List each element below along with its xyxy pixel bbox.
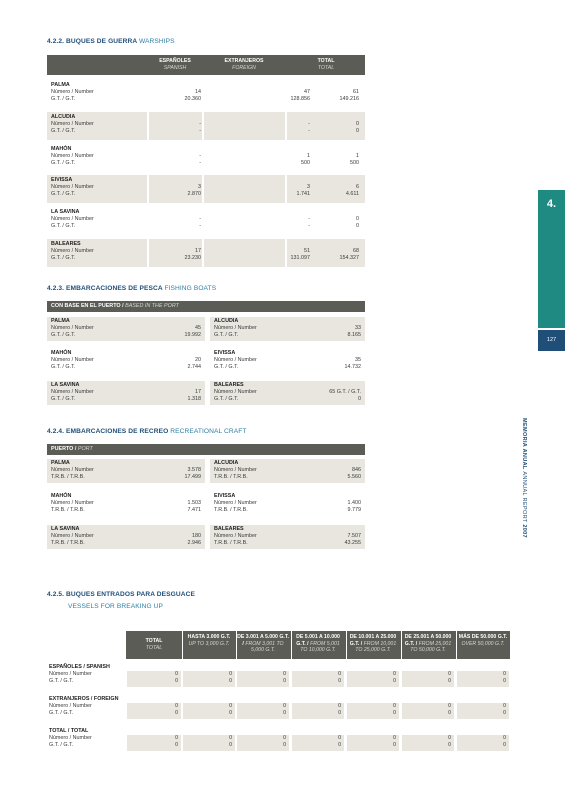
cell-number: 0	[283, 671, 286, 677]
cell-gt: 19.992	[184, 332, 201, 338]
cell-gt: 14.732	[344, 364, 361, 370]
row-label-number: Número / Number	[51, 533, 94, 539]
chapter-number: 4.	[546, 198, 557, 210]
cell-gt: 0	[175, 710, 178, 716]
cell-gt: 0	[393, 678, 396, 684]
cell-number: 0	[283, 735, 286, 741]
breaking-header-cell: TOTAL TOTAL	[145, 638, 163, 651]
row-label-gt: G.T. / G.T.	[51, 332, 76, 338]
cell-gt: 20.360	[184, 96, 201, 102]
row-label-gt: G.T. / G.T.	[214, 332, 239, 338]
chapter-tab	[538, 190, 565, 328]
cell-gt: 23.230	[184, 255, 201, 261]
row-label-number: Número / Number	[51, 467, 94, 473]
cell-name: BALEARES	[214, 382, 244, 388]
row-label-gt: T.R.B. / T.R.B.	[214, 540, 248, 546]
cell-number: -	[308, 120, 310, 127]
cell-gt: 0	[503, 678, 506, 684]
cell-gt: 0	[175, 742, 178, 748]
row-label-number: Número / Number	[51, 500, 94, 506]
cell-gt: 0	[448, 742, 451, 748]
header-spanish: ESPAÑOLES SPANISH	[159, 58, 191, 71]
table-row-name: PALMA	[51, 82, 70, 88]
row-label-gt: G.T. / G.T.	[49, 742, 74, 748]
cell-name: EIVISSA	[214, 350, 236, 356]
cell-number: 0	[229, 671, 232, 677]
header-divider	[182, 631, 183, 659]
cell-gt: 0	[229, 678, 232, 684]
row-divider	[202, 175, 204, 203]
cell-number: 35	[355, 357, 361, 363]
row-label-gt: G.T. / G.T.	[51, 127, 76, 134]
header-foreign: EXTRANJEROS FOREIGN	[224, 58, 264, 71]
cell-number: 1.503	[187, 500, 201, 506]
breaking-header-cell: DE 10.001 A 25.000 G.T. / FROM 10,001 TO 25,000 G.T.	[349, 634, 397, 654]
cell-number: -	[308, 216, 310, 223]
cell-number: 45	[195, 325, 201, 331]
cell-gt: 131.097	[290, 255, 310, 261]
cell-gt: 154.327	[339, 255, 359, 261]
row-label-gt: G.T. / G.T.	[51, 159, 76, 166]
row-label-gt: G.T. / G.T.	[214, 396, 239, 402]
cell-gt: 0	[393, 710, 396, 716]
cell-gt: 0	[338, 678, 341, 684]
cell-gt: -	[308, 223, 310, 230]
row-label-gt: T.R.B. / T.R.B.	[51, 507, 85, 513]
cell-gt: 0	[356, 223, 359, 230]
cell-name: EIVISSA	[214, 493, 236, 499]
cell-number: 3.578	[187, 467, 201, 473]
row-label-gt: G.T. / G.T.	[51, 223, 76, 230]
cell-gt: 5.560	[347, 474, 361, 480]
row-label-number: Número / Number	[51, 184, 94, 191]
cell-gt: 0	[175, 678, 178, 684]
header-divider	[346, 631, 347, 659]
cell-number: -	[199, 152, 201, 159]
cell-number: 6	[356, 184, 359, 191]
cell-gt: 0	[503, 710, 506, 716]
cell-gt: 0	[358, 396, 361, 402]
cell-number: 33	[355, 325, 361, 331]
cell-gt: 9.779	[347, 507, 361, 513]
breaking-header	[126, 631, 510, 659]
row-label-number: Número / Number	[214, 533, 257, 539]
cell-gt: 0	[229, 742, 232, 748]
cell-number: 0	[338, 703, 341, 709]
cell-number: 0	[175, 671, 178, 677]
row-label-number: Número / Number	[49, 735, 92, 741]
cell-number: 0	[229, 735, 232, 741]
cell-number: 0	[448, 703, 451, 709]
cell-number: 0	[393, 735, 396, 741]
table-row-name: EIVISSA	[51, 177, 73, 184]
breaking-header-cell: HASTA 3.000 G.T. UP TO 3,000 G.T.	[187, 634, 231, 647]
breaking-title-en: VESSELS FOR BREAKING UP	[68, 603, 164, 610]
header-divider	[401, 631, 402, 659]
cell-number: 0	[175, 735, 178, 741]
row-label-gt: G.T. / G.T.	[51, 396, 76, 402]
row-label-gt: G.T. / G.T.	[214, 364, 239, 370]
cell-number: 0	[283, 703, 286, 709]
cell-gt: 149.216	[339, 96, 359, 102]
cell-gt: 7.471	[187, 507, 201, 513]
row-label-number: Número / Number	[51, 152, 94, 159]
cell-gt: 0	[503, 742, 506, 748]
cell-gt: 4.611	[345, 191, 359, 198]
fishing-bar: CON BASE EN EL PUERTO / BASED IN THE PORT	[47, 301, 365, 312]
breaking-row-name: ESPAÑOLES / SPANISH	[49, 664, 110, 670]
row-label-number: Número / Number	[49, 703, 92, 709]
cell-number: -	[199, 216, 201, 223]
breaking-header-cell: DE 3.001 A 5.000 G.T. / FROM 3,001 TO 5,000 G.T.	[237, 634, 289, 654]
cell-number: 65 G.T. / G.T.	[329, 389, 361, 395]
row-label-number: Número / Number	[214, 325, 257, 331]
cell-gt: 500	[350, 159, 359, 166]
table-row-name: MAHÓN	[51, 145, 72, 152]
row-label-gt: G.T. / G.T.	[51, 191, 76, 198]
side-running-title: MEMORIA ANUAL ANNUAL REPORT 2007	[521, 418, 527, 538]
recreational-title: 4.2.4. EMBARCACIONES DE RECREO RECREATIONAL CRAFT	[47, 428, 247, 435]
cell-gt: -	[199, 127, 201, 134]
cell-gt: 128.856	[290, 96, 310, 102]
cell-number: 180	[192, 533, 201, 539]
cell-number: 1	[307, 152, 310, 159]
cell-number: 61	[353, 89, 359, 95]
cell-gt: 0	[338, 710, 341, 716]
cell-gt: 0	[448, 678, 451, 684]
row-label-number: Número / Number	[51, 120, 94, 127]
cell-number: 17	[195, 248, 201, 254]
breaking-header-cell: DE 5.001 A 10.000 G.T. / FROM 5,001 TO 10,000 G.T.	[296, 634, 340, 654]
row-label-number: Número / Number	[214, 357, 257, 363]
row-label-gt: G.T. / G.T.	[51, 255, 76, 261]
row-label-number: Número / Number	[51, 248, 94, 254]
table-row-name: LA SAVINA	[51, 209, 80, 216]
cell-number: 846	[352, 467, 361, 473]
cell-gt: 0	[283, 678, 286, 684]
warships-header	[47, 55, 365, 75]
cell-name: BALEARES	[214, 526, 244, 532]
row-label-gt: T.R.B. / T.R.B.	[51, 474, 85, 480]
cell-gt: 0	[356, 127, 359, 134]
row-label-number: Número / Number	[51, 325, 94, 331]
cell-number: 0	[175, 703, 178, 709]
row-label-gt: G.T. / G.T.	[51, 96, 76, 102]
cell-gt: 17.499	[184, 474, 201, 480]
cell-number: 1.400	[347, 500, 361, 506]
cell-gt: 0	[393, 742, 396, 748]
cell-gt: 2.744	[187, 364, 201, 370]
page-number: 127	[546, 337, 557, 343]
cell-number: 0	[448, 671, 451, 677]
row-label-number: Número / Number	[51, 357, 94, 363]
cell-number: 0	[356, 216, 359, 223]
cell-gt: 1.318	[187, 396, 201, 402]
cell-name: PALMA	[51, 318, 70, 324]
breaking-title: 4.2.5. BUQUES ENTRADOS PARA DESGUACE	[47, 591, 195, 598]
cell-number: 3	[198, 184, 201, 191]
row-label-gt: T.R.B. / T.R.B.	[214, 474, 248, 480]
cell-number: 0	[503, 703, 506, 709]
cell-number: 47	[304, 89, 310, 95]
cell-number: 51	[304, 248, 310, 254]
cell-number: 0	[338, 671, 341, 677]
fishing-title: 4.2.3. EMBARCACIONES DE PESCA FISHING BOATS	[47, 285, 217, 292]
row-label-gt: G.T. / G.T.	[49, 710, 74, 716]
cell-name: ALCUDIA	[214, 318, 239, 324]
cell-number: -	[199, 120, 201, 127]
cell-name: PALMA	[51, 460, 70, 466]
header-divider	[291, 631, 292, 659]
cell-gt: 1.741	[296, 191, 310, 198]
row-label-number: Número / Number	[51, 89, 94, 95]
row-label-number: Número / Number	[214, 467, 257, 473]
table-row-name: BALEARES	[51, 241, 81, 247]
cell-number: 0	[503, 735, 506, 741]
cell-number: 1	[356, 152, 359, 159]
cell-number: 0	[448, 735, 451, 741]
cell-number: 14	[195, 89, 201, 95]
cell-name: LA SAVINA	[51, 382, 80, 388]
cell-number: 0	[393, 703, 396, 709]
header-divider	[236, 631, 237, 659]
cell-gt: 2.870	[187, 191, 201, 198]
cell-number: 0	[229, 703, 232, 709]
cell-number: 0	[393, 671, 396, 677]
row-label-number: Número / Number	[214, 389, 257, 395]
row-label-number: Número / Number	[51, 216, 94, 223]
cell-number: 0	[503, 671, 506, 677]
cell-number: 0	[356, 120, 359, 127]
header-divider	[456, 631, 457, 659]
row-divider	[202, 239, 204, 267]
cell-number: 68	[353, 248, 359, 254]
row-label-gt: G.T. / G.T.	[51, 364, 76, 370]
cell-gt: -	[199, 223, 201, 230]
cell-gt: -	[199, 159, 201, 166]
warships-title: 4.2.2. BUQUES DE GUERRA WARSHIPS	[47, 38, 175, 45]
row-label-number: Número / Number	[51, 389, 94, 395]
cell-gt: 0	[229, 710, 232, 716]
cell-name: LA SAVINA	[51, 526, 80, 532]
cell-number: 20	[195, 357, 201, 363]
header-total: TOTAL TOTAL	[317, 58, 335, 71]
breaking-header-cell: DE 25.001 A 50.000 G.T. / FROM 25,001 TO 50,000 G.T.	[404, 634, 452, 654]
cell-gt: 0	[283, 742, 286, 748]
table-row-name: ALCUDIA	[51, 113, 76, 120]
cell-gt: 8.165	[347, 332, 361, 338]
recreational-bar: PUERTO / PORT	[47, 444, 365, 455]
row-label-number: Número / Number	[214, 500, 257, 506]
cell-gt: 0	[448, 710, 451, 716]
row-divider	[202, 112, 204, 140]
breaking-row-name: TOTAL / TOTAL	[49, 728, 89, 734]
cell-number: 17	[195, 389, 201, 395]
cell-name: MAHÓN	[51, 350, 72, 356]
cell-number: 0	[338, 735, 341, 741]
cell-number: 3	[307, 184, 310, 191]
breaking-row-name: EXTRANJEROS / FOREIGN	[49, 696, 119, 702]
row-label-gt: T.R.B. / T.R.B.	[214, 507, 248, 513]
cell-gt: -	[308, 127, 310, 134]
cell-name: ALCUDIA	[214, 460, 239, 466]
cell-gt: 43.255	[344, 540, 361, 546]
row-label-gt: G.T. / G.T.	[49, 678, 74, 684]
cell-gt: 0	[283, 710, 286, 716]
cell-name: MAHÓN	[51, 493, 72, 499]
row-label-number: Número / Number	[49, 671, 92, 677]
cell-number: 7.507	[347, 533, 361, 539]
row-label-gt: T.R.B. / T.R.B.	[51, 540, 85, 546]
breaking-header-cell: MÁS DE 50.000 G.T. OVER 50,000 G.T.	[458, 634, 508, 647]
cell-gt: 500	[301, 159, 310, 166]
cell-gt: 0	[338, 742, 341, 748]
cell-gt: 2.946	[187, 540, 201, 546]
